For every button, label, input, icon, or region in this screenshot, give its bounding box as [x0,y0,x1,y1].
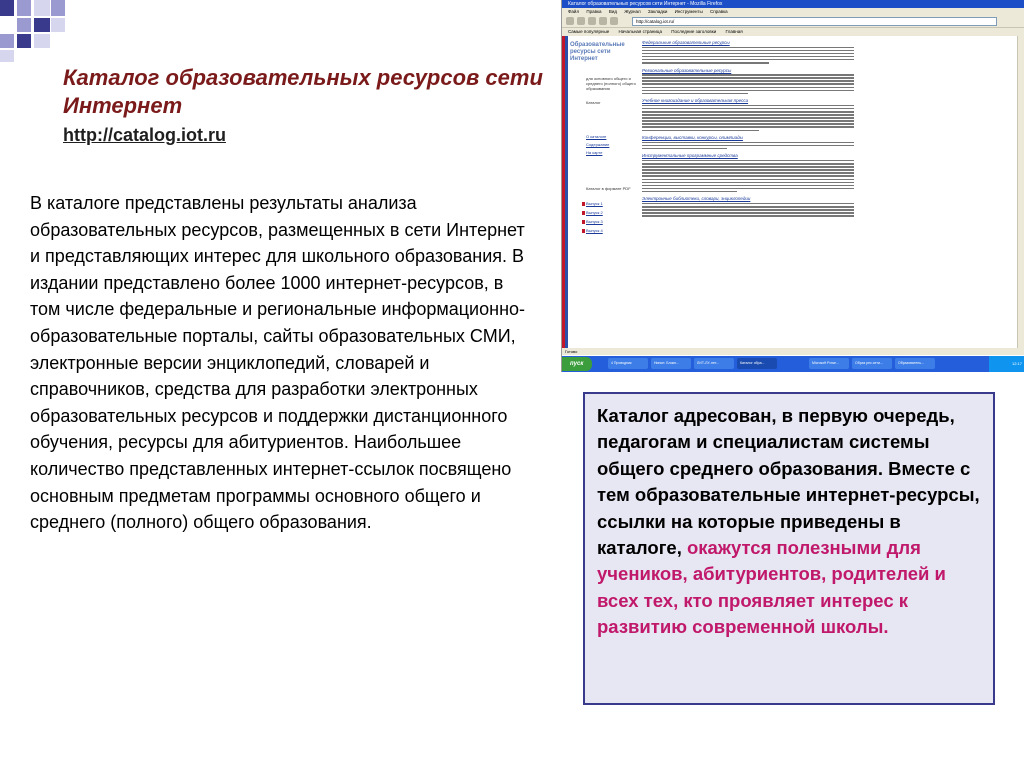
catalog-section [642,68,854,95]
bookmark-item[interactable]: Начальная страница [618,29,663,34]
site-subtitle: для основного общего и среднего (полного) общего образования [586,76,636,91]
description-paragraph: В каталоге представлены результаты анализа образовательных ресурсов, размещенных в сети Интернет и представляющих интерес для школьного образования. В издании представлено более 1000 интернет-ресурсов, в том числе федеральные и региональные информационно-образовательные порталы, сайты образовательных СМИ, электронные версии энциклопедий, словарей и справочников, средства для разработки электронных образовательных ресурсов и поддержки дистанционного обучения, ресурсы для абитуриентов. Наибольшее количество представленных интернет-ссылок посвящено основным предметам программы основного общего и среднего (полного) общего образования. [30,193,526,533]
nav-about[interactable]: О каталоге [586,134,607,139]
taskbar-item[interactable]: 4 Проводник [608,358,648,369]
issue-link[interactable]: Выпуск 2 [586,210,603,215]
decor-square [17,18,31,32]
issue-link[interactable]: Выпуск 1 [586,201,603,206]
pdf-icon [582,220,585,224]
slide-title: Каталог образовательных ресурсов сети Интернет [63,65,543,118]
sidebar-stripe [565,36,568,348]
web-page [562,36,1018,348]
site-content [642,40,854,221]
catalog-url-link[interactable]: http://catalog.iot.ru [63,125,226,145]
section-link[interactable]: Электронные библиотеки, словари, энциклопедии [642,196,751,202]
browser-screenshot [561,0,1024,372]
menu-file[interactable]: Файл [568,9,580,14]
callout-main-text: Каталог адресован, в первую очередь, педагогам и специалистам системы общего среднего образования. Вместе с тем образовательные интернет-ресурсы, ссылки на которые приведены в каталоге, [597,405,980,559]
system-clock: 12:17 [989,356,1024,372]
windows-taskbar [562,356,1024,372]
decor-square [34,0,50,16]
decor-square [51,0,65,16]
bookmark-item[interactable]: Главная [725,29,743,34]
catalog-section [642,40,854,64]
taskbar-item[interactable]: Нинон: Блокн... [651,358,691,369]
menu-view[interactable]: Вид [608,9,617,14]
pdf-icon [582,229,585,233]
catalog-section [642,196,854,216]
taskbar-item[interactable]: Каталог обра... [737,358,777,369]
section-link[interactable]: Федеральные образовательные ресурсы [642,40,730,45]
decor-square [0,0,14,16]
section-link[interactable]: Учебное книгоиздание и образовательная пресса [642,98,749,104]
back-icon[interactable] [566,17,574,25]
decor-square [17,34,31,48]
section-link[interactable]: Региональные образовательные ресурсы [642,67,732,73]
menu-tools[interactable]: Инструменты [674,9,703,14]
decor-square [17,0,31,16]
address-bar[interactable]: http://catalog.iot.ru/ [632,17,997,26]
bookmark-item[interactable]: Самые популярные [568,29,610,34]
stop-icon[interactable] [599,17,607,25]
nav-contents[interactable]: Содержание [586,142,610,147]
browser-toolbar [562,15,1024,28]
site-title: Образовательные ресурсы сети Интернет [570,42,625,62]
issue-link[interactable]: Выпуск 3 [586,219,603,224]
catalog-section [642,98,854,131]
reload-icon[interactable] [588,17,596,25]
catalog-section [642,135,854,149]
pdf-download-label: Каталог в формате PDF [586,186,631,191]
taskbar-item[interactable]: ЛИТ-ЛУ..нет... [694,358,734,369]
forward-icon[interactable] [577,17,585,25]
nav-catalog[interactable]: Каталог [586,100,601,105]
section-link[interactable]: Инструментальные программные средства [642,153,738,159]
catalog-section [642,153,854,192]
taskbar-item[interactable]: Образователь... [895,358,935,369]
section-link[interactable]: Конференции, выставки, конкурсы, олимпиады [642,135,743,141]
start-button[interactable]: пуск [562,357,592,371]
decor-square [0,50,14,62]
pdf-icon [582,202,585,206]
menu-history[interactable]: Журнал [624,9,641,14]
issue-link[interactable]: Выпуск 4 [586,228,603,233]
home-icon[interactable] [610,17,618,25]
nav-search[interactable]: На карте [586,150,603,155]
page-scrollbar[interactable] [1017,36,1024,348]
audience-callout [583,392,995,705]
menu-edit[interactable]: Правка [586,9,602,14]
site-sidebar [562,36,638,348]
callout-highlight-text: окажутся полезными для учеников, абитуриентов, родителей и всех тех, кто проявляет интерес к развитию современной школы. [597,537,946,638]
taskbar-item[interactable]: Microsoft Powe... [809,358,849,369]
decor-square [51,18,65,32]
decor-square [0,34,14,48]
pdf-icon [582,211,585,215]
bookmark-item[interactable]: Последние заголовки [671,29,717,34]
decor-square [34,18,50,32]
decor-square [34,34,50,48]
menu-help[interactable]: Справка [710,9,728,14]
browser-statusbar: Готово [562,348,1024,355]
taskbar-item[interactable]: Образ рес.сети... [852,358,892,369]
menu-bookmarks[interactable]: Закладки [647,9,668,14]
browser-titlebar: Каталог образовательных ресурсов сети Интернет - Mozilla Firefox [562,0,1024,8]
browser-menubar [562,8,1024,15]
